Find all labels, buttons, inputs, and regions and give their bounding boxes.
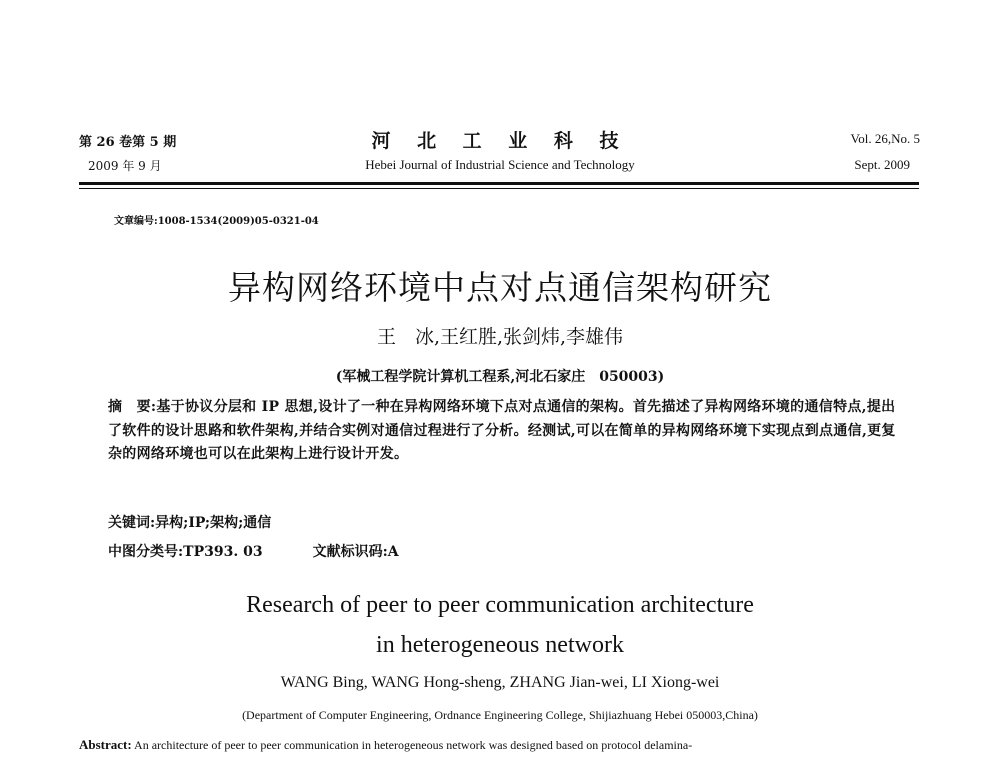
header-rule-thin [79, 188, 919, 189]
abstract-en-label: Abstract: [79, 737, 132, 752]
title-en-line2: in heterogeneous network [376, 632, 624, 658]
header-rule-thick [79, 182, 919, 185]
date-cn: 2009 年 9 月 [88, 159, 162, 173]
journal-name-cn: 河 北 工 业 科 技 [371, 130, 629, 152]
abstract-cn [108, 396, 908, 467]
volume-issue-cn: 第 26 卷第 5 期 [79, 135, 177, 150]
title-en-line1: Research of peer to peer communication architecture [246, 592, 754, 618]
abstract-en-text: An architecture of peer to peer communication in heterogeneous network was designed based on protocol delamina- [131, 738, 693, 752]
abstract-cn-label: 摘 要: [108, 399, 157, 415]
keywords-cn: 关键词:异构;IP;架构;通信 [108, 515, 272, 531]
authors-en: WANG Bing, WANG Hong-sheng, ZHANG Jian-wei, LI Xiong-wei [280, 674, 720, 691]
article-number: 文章编号:1008-1534(2009)05-0321-04 [114, 216, 319, 227]
abstract-en [79, 737, 692, 753]
classification-number: 中图分类号:TP393. 03 [108, 544, 263, 560]
journal-name-en: Hebei Journal of Industrial Science and Technology [365, 157, 635, 172]
document-code: 文献标识码:A [312, 544, 399, 560]
classification-line [108, 541, 399, 561]
affiliation-en: (Department of Computer Engineering, Ordnance Engineering College, Shijiazhuang Hebei 050003,China) [242, 708, 758, 722]
abstract-cn-text: 基于协议分层和 IP 思想,设计了一种在异构网络环境下点对点通信的架构。首先描述了异构网络环境的通信特点,提出了软件的设计思路和软件架构,并结合实例对通信过程进行了分析。经测试,可以在简单的异构网络环境下实现点到点通信,更复杂的网络环境也可以在此架构上进行设计开发。 [108, 399, 896, 462]
authors-cn: 王 冰,王红胜,张剑炜,李雄伟 [376, 326, 624, 348]
volume-issue-en: Vol. 26,No. 5 [850, 131, 920, 146]
date-en: Sept. 2009 [854, 157, 910, 172]
affiliation-cn: (军械工程学院计算机工程系,河北石家庄 050003) [335, 369, 665, 385]
title-cn: 异构网络环境中点对点通信架构研究 [228, 268, 772, 307]
